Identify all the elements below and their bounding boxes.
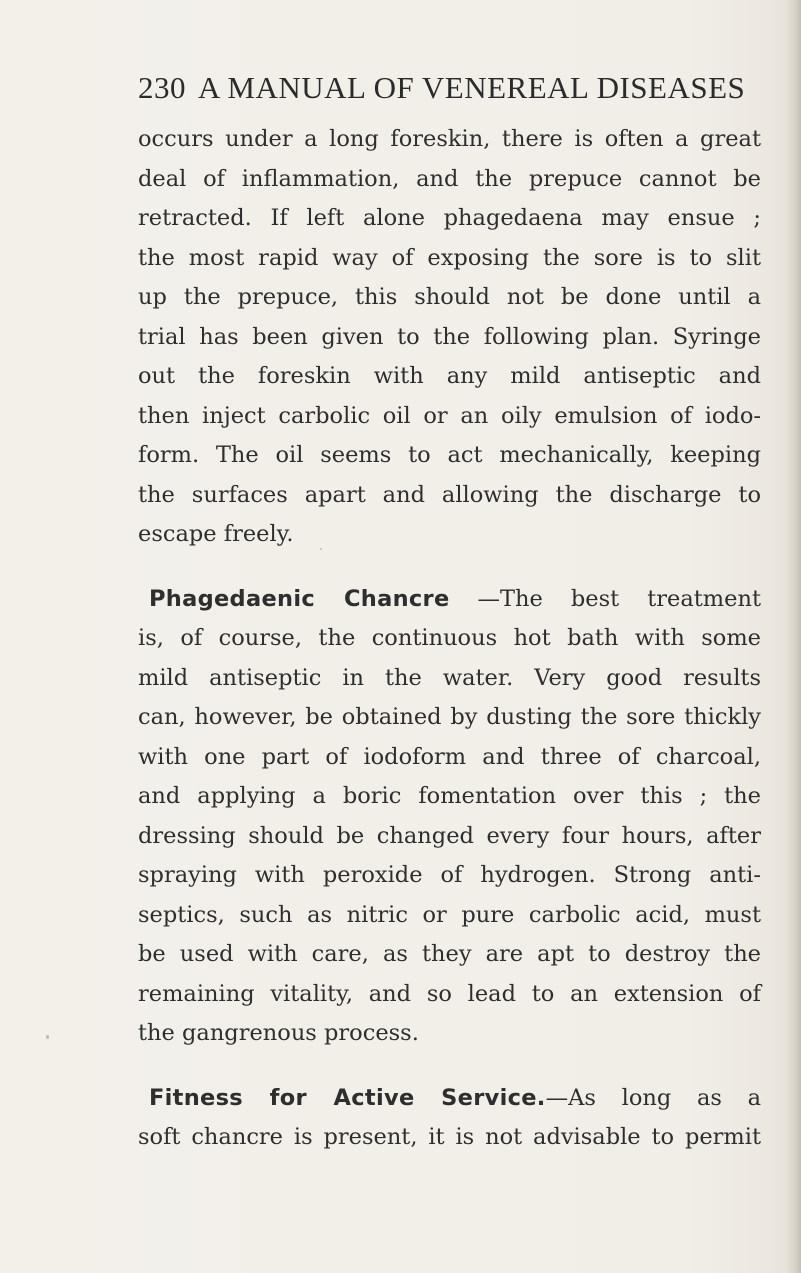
section-heading-phagedaenic-chancre: Phagedaenic Chancre bbox=[149, 585, 450, 612]
text-line-with-heading bbox=[138, 580, 761, 620]
text-line: septics, such as nitric or pure carbolic acid, must bbox=[138, 901, 761, 928]
text-line: can, however, be obtained by dusting the sore thickly bbox=[138, 704, 761, 730]
scan-speck bbox=[320, 548, 322, 550]
text-line: retracted. If left alone phagedaena may ensue ; bbox=[138, 205, 761, 231]
page-edge-shadow bbox=[787, 0, 801, 1273]
paragraph-continuation bbox=[138, 120, 761, 555]
text-line: is, of course, the continuous hot bath with some bbox=[138, 625, 761, 651]
text-line: mild antiseptic in the water. Very good results bbox=[138, 664, 761, 691]
text-line: with one part of iodoform and three of charcoal, bbox=[138, 743, 761, 770]
text-line: form. The oil seems to act mechanically, keeping bbox=[138, 442, 761, 468]
paragraph-fitness-for-active-service bbox=[138, 1079, 761, 1158]
text-line: be used with care, as they are apt to destroy the bbox=[138, 941, 761, 967]
text-line: escape freely. bbox=[138, 521, 294, 547]
text-line: and applying a boric fomentation over this ; the bbox=[138, 783, 761, 809]
text-line-with-heading bbox=[138, 1079, 761, 1119]
text-line: trial has been given to the following plan. Syringe bbox=[138, 323, 761, 350]
paragraph-phagedaenic-chancre bbox=[138, 580, 761, 1054]
scan-speck bbox=[46, 1035, 49, 1039]
running-head bbox=[138, 70, 778, 106]
text-line: spraying with peroxide of hydrogen. Strong anti- bbox=[138, 862, 761, 888]
body-text bbox=[138, 120, 761, 1158]
paragraph-gap bbox=[138, 555, 761, 580]
text-line: deal of inflammation, and the prepuce cannot be bbox=[138, 165, 761, 192]
heading-continuation: —The best treatment bbox=[449, 585, 761, 612]
page-number: 230 bbox=[138, 70, 186, 105]
heading-continuation: —As long as a bbox=[545, 1084, 761, 1111]
text-line: the gangrenous process. bbox=[138, 1020, 419, 1046]
text-line: out the foreskin with any mild antiseptic and bbox=[138, 363, 761, 389]
text-line: soft chancre is present, it is not advisable to permit bbox=[138, 1124, 761, 1150]
text-line: remaining vitality, and so lead to an extension of bbox=[138, 980, 761, 1007]
running-title: A MANUAL OF VENEREAL DISEASES bbox=[198, 70, 746, 105]
text-line: the surfaces apart and allowing the discharge to bbox=[138, 481, 761, 508]
text-line: then inject carbolic oil or an oily emulsion of iodo- bbox=[138, 402, 761, 429]
text-line: up the prepuce, this should not be done until a bbox=[138, 284, 761, 310]
text-line: occurs under a long foreskin, there is often a great bbox=[138, 126, 761, 152]
text-line: the most rapid way of exposing the sore is to slit bbox=[138, 244, 761, 271]
section-heading-fitness-for-active-service: Fitness for Active Service. bbox=[149, 1084, 546, 1111]
text-line: dressing should be changed every four hours, after bbox=[138, 822, 761, 849]
paragraph-gap bbox=[138, 1054, 761, 1079]
